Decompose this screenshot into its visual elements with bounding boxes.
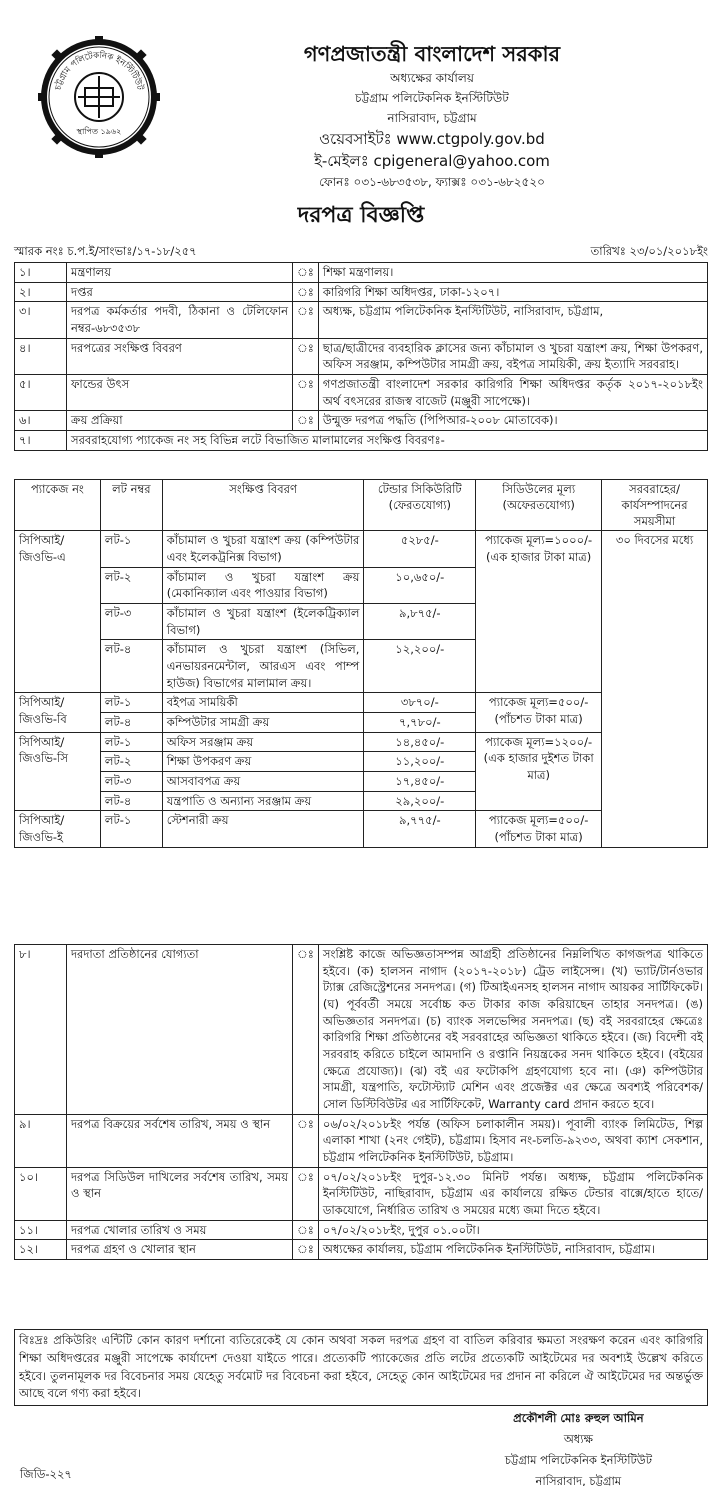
lot-description: কম্পিউটার সামগ্রী ক্রয়	[162, 713, 364, 733]
col-package: প্যাকেজ নং	[15, 480, 101, 531]
col-schedule-price: সিডিউলের মূল্য (অফেরতযোগ্য)	[476, 480, 602, 531]
package-header-row	[15, 480, 708, 531]
info-number: ১।	[15, 263, 67, 283]
lot-description: কাঁচামাল ও খুচরা যন্ত্রাংশ (সিভিল, এনভায়রনমেন্টাল, আরএস এবং পাম্প হাউজ) বিভাগের মালামাল ক্রয়।	[162, 640, 364, 693]
info-separator: ঃ	[293, 1240, 319, 1260]
info-row	[15, 338, 708, 374]
gd-code: জিডি-২২৭	[20, 1467, 72, 1481]
info-separator: ঃ	[293, 302, 319, 338]
info-table-bottom	[14, 944, 708, 1260]
signatory-institute: চট্টগ্রাম পলিটেকনিক ইনস্টিটিউট	[504, 1453, 652, 1467]
info-row	[15, 1240, 708, 1260]
info-separator: ঃ	[293, 1167, 319, 1220]
lot-row	[15, 531, 708, 567]
delivery-timeline: ৩০ দিবসের মধ্যে	[602, 531, 708, 847]
memo-date: তারিখঃ ২৩/০১/২০১৮ইং	[590, 244, 708, 258]
info-number: ৩।	[15, 302, 67, 338]
info-separator: ঃ	[293, 375, 319, 411]
lot-description: বইপত্র সাময়িকী	[162, 693, 364, 713]
info-value: উন্মুক্ত দরপত্র পদ্ধতি (পিপিআর-২০০৮ মোতাবেক)।	[318, 411, 707, 431]
office-name: অধ্যক্ষের কার্যালয়	[390, 71, 474, 85]
info-row	[15, 282, 708, 302]
lot-number: লট-৪	[100, 713, 162, 733]
info-key: দপ্তর	[67, 282, 293, 302]
info-value: ছাত্র/ছাত্রীদের ব্যবহারিক ক্লাসের জন্য কাঁচামাল ও খুচরা যন্ত্রাংশ ক্রয়, শিক্ষা উপকরণ, অফিস সরঞ্জাম, কম্পিউটার সামগ্রী ক্রয়, বইপত্র সাময়িকী, ক্রয় ইত্যাদি সরবরাহ।	[318, 338, 707, 374]
info-number: ২।	[15, 282, 67, 302]
info-row	[15, 411, 708, 431]
info-key: ক্রয় প্রক্রিয়া	[67, 411, 293, 431]
tender-security: ৯,৮৭৫/-	[364, 603, 476, 639]
lot-description: কাঁচামাল ও খুচরা যন্ত্রাংশ ক্রয় (কম্পিউটার এবং ইলেকট্রনিক্স বিভাগ)	[162, 531, 364, 567]
info-number: ৫।	[15, 375, 67, 411]
package-table	[14, 479, 708, 848]
info-number: ৭।	[15, 431, 67, 451]
info-row	[15, 375, 708, 411]
institute-name: চট্টগ্রাম পলিটেকনিক ইনস্টিটিউট	[355, 91, 509, 105]
info-separator: ঃ	[293, 411, 319, 431]
tender-security: ২৯,২০০/-	[364, 791, 476, 811]
website: ওয়েবসাইটঃ www.ctgpoly.gov.bd	[319, 130, 545, 148]
lot-number: লট-১	[100, 693, 162, 713]
info-row	[15, 263, 708, 283]
lot-number: লট-৪	[100, 640, 162, 693]
info-row	[15, 1167, 708, 1220]
info-value: শিক্ষা মন্ত্রণালয়।	[318, 263, 707, 283]
info-key: দরদাতা প্রতিষ্ঠানের যোগ্যতা	[67, 945, 293, 1115]
package-number: সিপিআই/ জিওভি-ই	[15, 811, 101, 847]
info-row	[15, 302, 708, 338]
tender-security: ৩৮৭০/-	[364, 693, 476, 713]
info-value: গণপ্রজাতন্ত্রী বাংলাদেশ সরকার কারিগরি শিক্ষা অধিদপ্তর কর্তৃক ২০১৭-২০১৮ইং অর্থ বৎসরের রাজস্ব বাজেট (মঞ্জুরী সাপেক্ষে)।	[318, 375, 707, 411]
tender-security: ১২,২০০/-	[364, 640, 476, 693]
memo-ref: স্মারক নংঃ চ.প.ই/সাংভাঃ/১৭-১৮/২৫৭	[14, 244, 197, 258]
tender-security: ১৪,৪৫০/-	[364, 732, 476, 752]
lot-number: লট-৪	[100, 791, 162, 811]
info-number: ১২।	[15, 1240, 67, 1260]
tender-security: ১১,২০০/-	[364, 752, 476, 772]
tender-security: ৭,৭৮০/-	[364, 713, 476, 733]
info-row	[15, 1114, 708, 1167]
info-value: কারিগরি শিক্ষা অধিদপ্তর, ঢাকা-১২০৭।	[318, 282, 707, 302]
info-key: দরপত্র খোলার তারিখ ও সময়	[67, 1220, 293, 1240]
info-value: ০৭/০২/২০১৮ইং, দুপুর ০১.০০টা।	[318, 1220, 707, 1240]
notice-title: দরপত্র বিজ্ঞপ্তি	[297, 202, 425, 228]
logo-year: স্থাপিত ১৯৬২	[76, 127, 122, 136]
email: ই-মেইলঃ cpigeneral@yahoo.com	[314, 152, 550, 170]
lot-number: লট-৩	[100, 603, 162, 639]
info-value: ০৬/০২/২০১৮ইং পর্যন্ত (অফিস চলাকালীন সময়)। পূবালী ব্যাংক লিমিটেড, শিল্প এলাকা শাখা (২নং গেইট), চট্টগ্রাম। হিসাব নং-চলতি-৯২৩৩, অথবা ক্যাশ সেকশান, চট্টগ্রাম পলিটেকনিক ইনস্টিটিউট, চট্টগ্রাম।	[318, 1114, 707, 1167]
signatory-designation: অধ্যক্ষ	[563, 1432, 593, 1446]
phone-fax: ফোনঃ ০৩১-৬৮৩৫৩৮, ফ্যাক্সঃ ০৩১-৬৮২৫২০	[319, 175, 545, 189]
lot-number: লট-১	[100, 732, 162, 752]
tender-security: ৯,৭৭৫/-	[364, 811, 476, 847]
lot-description: কাঁচামাল ও খুচরা যন্ত্রাংশ ক্রয় (মেকানিক্যাল এবং পাওয়ার বিভাগ)	[162, 567, 364, 603]
logo-ring-text: চট্টগ্রাম পলিটেকনিক ইনস্টিটিউট	[53, 50, 145, 92]
signatory-name: প্রকৌশলী মোঃ রুহুল আমিন	[513, 1411, 644, 1425]
info-separator: ঃ	[293, 945, 319, 1115]
tender-security: ১৭,৪৫০/-	[364, 772, 476, 792]
info-number: ৬।	[15, 411, 67, 431]
package-number: সিপিআই/ জিওভি-বি	[15, 693, 101, 732]
tender-security: ৫২৮৫/-	[364, 531, 476, 567]
institute-address: নাসিরাবাদ, চট্টগ্রাম	[387, 111, 477, 125]
lot-number: লট-৩	[100, 772, 162, 792]
info-key: দরপত্রের সংক্ষিপ্ত বিবরণ	[67, 338, 293, 374]
info-separator: ঃ	[293, 338, 319, 374]
tender-security: ১০,৬৫০/-	[364, 567, 476, 603]
lot-description: যন্ত্রপাতি ও অন্যান্য সরঞ্জাম ক্রয়	[162, 791, 364, 811]
info-key: দরপত্র গ্রহণ ও খোলার স্থান	[67, 1240, 293, 1260]
info-number: ১১।	[15, 1220, 67, 1240]
info-row-7-text: সরবরাহযোগ্য প্যাকেজ নং সহ বিভিন্ন লটে বিভাজিত মালামালের সংক্ষিপ্ত বিবরণঃ-	[67, 431, 708, 451]
lot-number: লট-১	[100, 531, 162, 567]
info-value: ০৭/০২/২০১৮ইং দুপুর-১২.৩০ মিনিট পর্যন্ত। অধ্যক্ষ, চট্টগ্রাম পলিটেকনিক ইনস্টিটিউট, নাছিরাবাদ, চট্টগ্রাম এর কার্যালয়ে রক্ষিত টেন্ডার বাক্সে/হাতে হাতে/ডাকযোগে, নির্ধারিত তারিখ ও সময়ের মধ্যে জমা দিতে হইবে।	[318, 1167, 707, 1220]
info-row-7	[15, 431, 708, 451]
signature-block	[505, 1408, 652, 1486]
schedule-price: প্যাকেজ মূল্য=৫০০/- (পাঁচশত টাকা মাত্র)	[476, 811, 602, 847]
col-lot: লট নম্বর	[100, 480, 162, 531]
package-number: সিপিআই/ জিওভি-সি	[15, 732, 101, 811]
info-number: ৮।	[15, 945, 67, 1115]
info-value: সংশ্লিষ্ট কাজে অভিজ্ঞতাসম্পন্ন আগ্রহী প্রতিষ্ঠানের নিম্নলিখিত কাগজপত্র থাকিতে হইবে। (ক) হালসন নাগাদ (২০১৭-২০১৮) ট্রেড লাইসেন্স। (খ) ভ্যাট/টার্নওভার ট্যাক্স রেজিস্ট্রেশনের সনদপত্র। (গ) টিআইএনসহ হালসন নাগাদ আয়কর সার্টিফিকেট। (ঘ) পূর্ববর্তী সময়ে সর্বোচ্চ কত টাকার কাজ করিয়াছেন তাহার সনদপত্র। (ঙ) অভিজ্ঞতার সনদপত্র। (চ) ব্যাংক সলভেন্সির সনদপত্র। (ছ) বই সরবরাহের ক্ষেত্রেঃ কারিগরি শিক্ষা প্রতিষ্ঠানের বই সরবরাহের অভিজ্ঞতা থাকিতে হইবে। (জ) বিদেশী বই সরবরাহ করিতে চাইলে আমদানি ও রপ্তানি নিয়ন্ত্রকের সনদ থাকিতে হইবে। (বইয়ের ক্ষেত্রে প্রযোজ্য)। (ঝ) বই এর ফটোকপি গ্রহণযোগ্য হবে না। (ঞ) কম্পিউটার সামগ্রী, যন্ত্রপাতি, ফটোস্ট্যাট মেশিন এবং প্রজেক্টর এর ক্ষেত্রে অবশ্যই পরিবেশক/সোল ডিস্টিবিউটর এর সার্টিফিকেট, Warranty card প্রদান করতে হবে।	[318, 945, 707, 1115]
signatory-address: নাসিরাবাদ, চট্টগ্রাম	[535, 1474, 622, 1486]
note: বিঃদ্রঃ প্রকিউরিং এন্টিটি কোন কারণ দর্শানো ব্যতিরেকেই যে কোন অথবা সকল দরপত্র গ্রহণ বা বাতিল করিবার ক্ষমতা সংরক্ষণ করেন এবং কারিগরি শিক্ষা অধিদপ্তরের মঞ্জুরী সাপেক্ষে কার্যাদেশ দেওয়া যাইতে পারে। প্রত্যেকটি প্যাকেজের প্রতি লটের প্রত্যেকটি আইটেমের দর অবশ্যই উল্লেখ করিতে হইবে। তুলনামূলক দর বিবেচনার সময় যেহেতু সর্বমোট দর বিবেচনা করা হইবে, সেহেতু কোন আইটেমের দর প্রদান না করিলে ঐ আইটেমের দর অন্তর্ভুক্ত আছে বলে গণ্য করা হইবে।	[14, 1329, 708, 1406]
package-number: সিপিআই/ জিওভি-এ	[15, 531, 101, 693]
schedule-price: প্যাকেজ মূল্য=৫০০/- (পাঁচশত টাকা মাত্র)	[476, 693, 602, 732]
schedule-price: প্যাকেজ মূল্য=১০০০/- (এক হাজার টাকা মাত্র)	[476, 531, 602, 693]
institute-logo	[38, 36, 160, 158]
col-security: টেন্ডার সিকিউরিটি (ফেরতযোগ্য)	[364, 480, 476, 531]
header-text	[158, 40, 706, 192]
info-separator: ঃ	[293, 282, 319, 302]
info-separator: ঃ	[293, 263, 319, 283]
lot-description: অফিস সরঞ্জাম ক্রয়	[162, 732, 364, 752]
lot-number: লট-২	[100, 567, 162, 603]
lot-description: আসবাবপত্র ক্রয়	[162, 772, 364, 792]
info-row	[15, 1220, 708, 1240]
info-key: ফান্ডের উৎস	[67, 375, 293, 411]
info-key: দরপত্র সিডিউল দাখিলের সর্বশেষ তারিখ, সময় ও স্থান	[67, 1167, 293, 1220]
col-description: সংক্ষিপ্ত বিবরণ	[162, 480, 364, 531]
info-row	[15, 945, 708, 1115]
info-key: দরপত্র বিক্রয়ের সর্বশেষ তারিখ, সময় ও স্থান	[67, 1114, 293, 1167]
col-timeline: সরবরাহের/ কার্যসম্পাদনের সময়সীমা	[602, 480, 708, 531]
memo-line	[14, 243, 708, 261]
schedule-price: প্যাকেজ মূল্য=১২০০/- (এক হাজার দুইশত টাকা মাত্র)	[476, 732, 602, 811]
lot-description: শিক্ষা উপকরণ ক্রয়	[162, 752, 364, 772]
lot-number: লট-১	[100, 811, 162, 847]
info-value: অধ্যক্ষের কার্যালয়, চট্টগ্রাম পলিটেকনিক ইনস্টিটিউট, নাসিরাবাদ, চট্টগ্রাম।	[318, 1240, 707, 1260]
info-table-top	[14, 262, 708, 451]
govt-title: গণপ্রজাতন্ত্রী বাংলাদেশ সরকার	[303, 41, 561, 66]
info-number: ৯।	[15, 1114, 67, 1167]
header	[8, 0, 714, 235]
info-number: ১০।	[15, 1167, 67, 1220]
info-separator: ঃ	[293, 1220, 319, 1240]
info-key: দরপত্র কর্মকর্তার পদবী, ঠিকানা ও টেলিফোন নম্বর-৬৮৩৫৩৮	[67, 302, 293, 338]
info-number: ৪।	[15, 338, 67, 374]
info-value: অধ্যক্ষ, চট্টগ্রাম পলিটেকনিক ইনস্টিটিউট, নাসিরাবাদ, চট্টগ্রাম,	[318, 302, 707, 338]
lot-description: কাঁচামাল ও খুচরা যন্ত্রাংশ (ইলেকট্রিক্যাল বিভাগ)	[162, 603, 364, 639]
info-key: মন্ত্রণালয়	[67, 263, 293, 283]
lot-description: স্টেশনারী ক্রয়	[162, 811, 364, 847]
info-separator: ঃ	[293, 1114, 319, 1167]
lot-number: লট-২	[100, 752, 162, 772]
